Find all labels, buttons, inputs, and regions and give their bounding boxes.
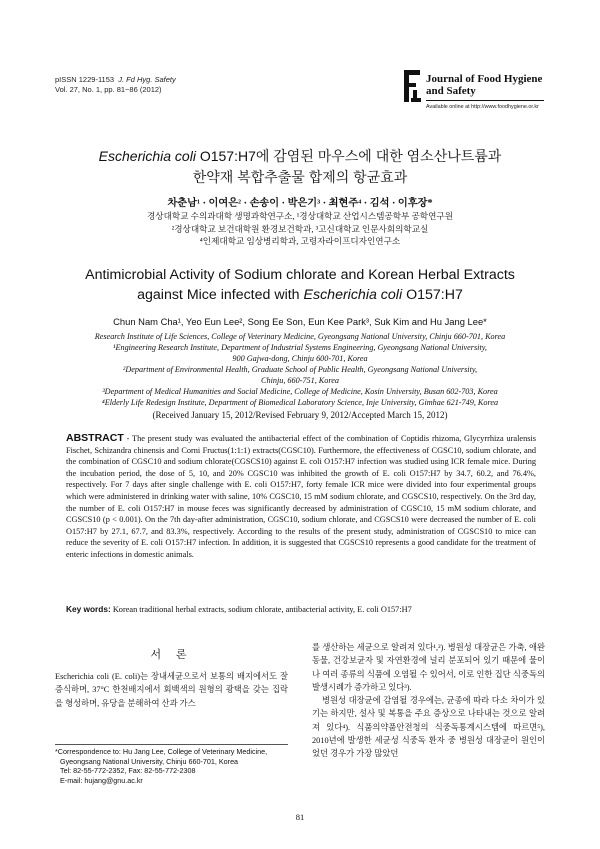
page-number: 81 [295, 812, 305, 822]
journal-logo [402, 68, 422, 104]
korean-title-line1-rest: O157:H7에 감염된 마우스에 대한 염소산나트륨과 [199, 148, 502, 164]
korean-title-line1 [0, 146, 600, 167]
journal-logo-mark [402, 68, 422, 104]
english-title-line1: Antimicrobial Activity of Sodium chlorate and Korean Herbal Extracts [85, 267, 515, 283]
english-affiliation: Research Institute of Life Sciences, College of Veterinary Medicine, Gyeongsang National University, Chinju 660-701, Korea [94, 332, 506, 341]
keywords-label: Key words: [66, 604, 111, 614]
english-affiliations [0, 331, 600, 408]
footnote-line: Tel: 82-55-772-2352, Fax: 82-55-772-2308 [60, 766, 196, 776]
korean-affiliation: ⁴인제대학교 임상병리학과, 고령자라이프디자인연구소 [199, 236, 401, 246]
korean-title-organism: Escherichia coli [98, 148, 196, 164]
intro-right-paragraph: 를 생산하는 세균으로 알려져 있다¹,²). 병원성 대장균은 가축, 애완동물, 건강보균자 및 자연환경에 널리 분포되어 있기 때문에 물이나 여러 종류의 식품에 오염될 수 있어서, 이로 인한 집단 식중독의 발생시례가 증가하고 있다³). [312, 643, 545, 692]
footnote-line: E-mail: hujang@gnu.ac.kr [60, 775, 143, 785]
abstract [66, 433, 536, 561]
available-online: Available online at http://www.foodhygiene.or.kr [426, 104, 539, 110]
journal-rule [426, 100, 544, 101]
english-title-line2 [0, 285, 600, 305]
journal-meta [55, 75, 176, 95]
korean-title-line2: 한약재 복합추출물 합제의 항균효과 [192, 169, 408, 185]
footnote-rule [55, 744, 288, 745]
correspondence-footnote [55, 747, 288, 785]
keywords [66, 604, 536, 616]
volume-line: Vol. 27, No. 1, pp. 81~86 (2012) [55, 85, 162, 94]
korean-affiliations [0, 210, 600, 248]
english-affiliation: 900 Gajwa-dong, Chinju 600-701, Korea [232, 354, 368, 363]
journal-abbrev: J. Fd Hyg. Safety [118, 75, 176, 84]
english-title [0, 265, 600, 305]
intro-left-paragraph: Escherichia coli (E. coli)는 장내세균으로서 보통의 배지에서도 잘 증식하며, 37°C 한천배지에서 회백색의 원형의 광택을 갖는 집락을 형성하며, 유당을 분해하여 산과 가스 [55, 672, 288, 708]
intro-right-paragraph: 병원성 대장균에 감염될 경우에는, 균종에 따라 다소 차이가 있기는 하지만, 설사 및 복통을 주요 증상으로 나타내는 것으로 알려져 있다⁴). 식품의약품안전청의 식중독통계시스템에 따르면⁵), 2010년에 발생한 세균성 식중독 환자 중 병원성 대장균이 원인이었던 경우가 가장 많았던 [312, 696, 545, 759]
section-heading-intro: 서 론 [150, 649, 193, 661]
english-affiliation: ⁴Elderly Life Redesign Institute, Department of Biomedical Laboratory Science, Inje University, Gimhae 621-749, Korea [101, 398, 499, 407]
journal-title-line2: and Safety [426, 85, 476, 97]
journal-title [426, 73, 542, 97]
intro-right-column [312, 641, 545, 761]
english-affiliation: ³Department of Medical Humanities and Social Medicine, College of Medicine, Kosin University, Busan 602-703, Korea [102, 387, 498, 396]
issn: pISSN 1229-1153 [55, 75, 115, 84]
footnote-line: Gyeongsang National University, Chinju 660-701, Korea [60, 756, 239, 766]
received-dates: (Received January 15, 2012/Revised February 9, 2012/Accepted March 15, 2012) [152, 410, 448, 420]
korean-affiliation: ²경상대학교 보건대학원 환경보건학과, ³고신대학교 인문사회의학교실 [171, 223, 429, 234]
english-title-organism: Escherichia coli [303, 287, 403, 303]
journal-title-line1: Journal of Food Hygiene [426, 73, 543, 85]
abstract-text: - The present study was evaluated the antibacterial effect of the combination of Coptidis rhizoma, Glycyrrhiza uralensis Fischet, Schizandra chinensis and Corni Fructus(1:1:1) extracts(CGSC10). Furthermore, the effectiveness of CGSC10, sodium chlorate, and the combination of CGSC10 and sodium chlorate(CGSCS10) against E. coli O157:H7 infection was studied using ICR female mice. During the incubation period, the dose of 5, 10, and 20% CGSC10 was inhibited the growth of E. coli O157:H7 by 34.7, 60.2, and 76.4%, respectively. For 7 days after single challenge with E. coli O157:H7, forty female ICR mice were divided into four experimental groups which were administered in drinking water with saline, 10% CGSC10, 15 mM sodium chlorate, and CGSCS10, respectively. On the 3rd day, the number of E. coli O157:H7 in mouse feces was significantly decreased by administration of CGSC10, 15 mM sodium chlorate, and CGSCS10 (p < 0.001). On the 7th day-after administration, CGSC10, sodium chlorate, and CGSCS10 were decreased the number of E. coli O157:H7 by 27.1, 67.7, and 83.3%, respectively. According to the results of the present study, administration of CGSCS10 to mice can reduce the severity of E. coli O157:H7 infection. In addition, it is suggested that CGSCS10 represents a good candidate for the treatment of enteric infections in domestic animals. [66, 434, 536, 559]
english-title-line2-post: O157:H7 [406, 287, 463, 303]
footnote-line: *Correspondence to: Hu Jang Lee, College of Veterinary Medicine, [55, 747, 268, 756]
korean-authors: 차춘남¹ · 이여은² · 손송이 · 박은기³ · 최현주⁴ · 김석 · 이후장* [167, 198, 433, 209]
english-affiliation: ¹Engineering Research Institute, Department of Industrial Systems Engineering, Gyeongsang National University, [113, 343, 487, 352]
keywords-text: Korean traditional herbal extracts, sodium chlorate, antibacterial activity, E. coli O157:H7 [112, 605, 412, 614]
korean-affiliation: 경상대학교 수의과대학 생명과학연구소, ¹경상대학교 산업시스템공학부 공학연구원 [146, 211, 454, 221]
english-affiliation: ²Department of Environmental Health, Graduate School of Public Health, Gyeongsang National University, [122, 365, 478, 374]
english-authors: Chun Nam Cha¹, Yeo Eun Lee², Song Ee Son, Eun Kee Park³, Suk Kim and Hu Jang Lee* [113, 316, 487, 327]
english-title-line2-pre: against Mice infected with [137, 287, 300, 303]
english-affiliation: Chinju, 660-751, Korea [261, 376, 339, 385]
korean-title [0, 146, 600, 188]
abstract-heading: ABSTRACT [66, 432, 124, 444]
